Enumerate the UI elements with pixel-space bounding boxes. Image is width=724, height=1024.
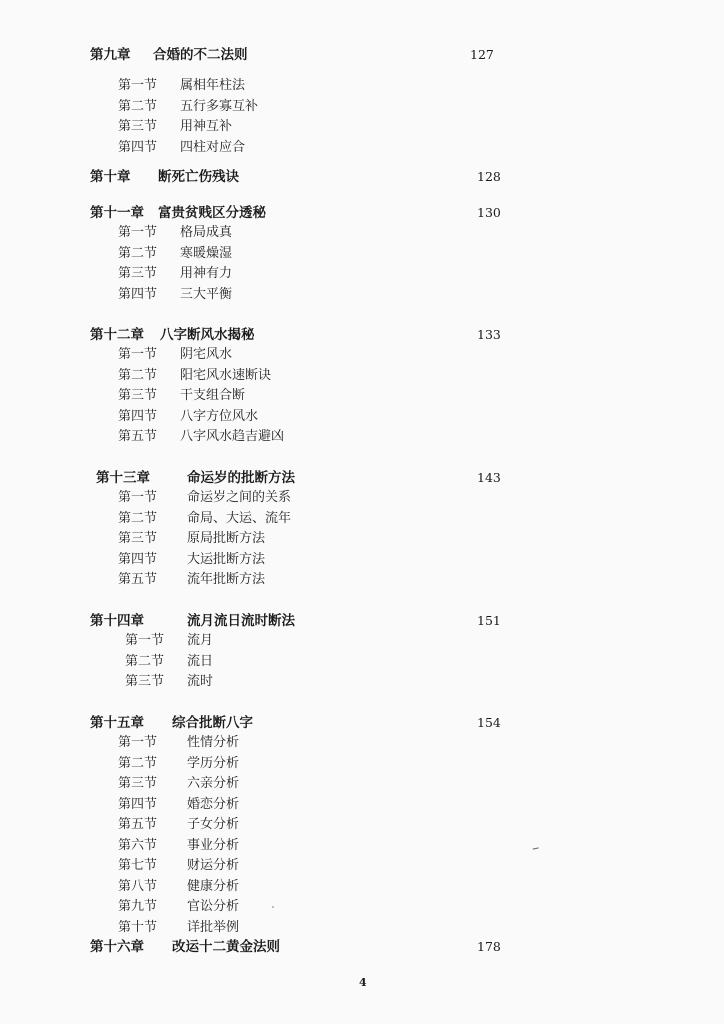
section-title: 八字方位风水	[180, 408, 259, 424]
section-row[interactable]	[0, 367, 724, 385]
section-row[interactable]	[0, 898, 724, 916]
section-label: 第二节	[118, 98, 158, 114]
chapter-page-number: 128	[477, 169, 501, 184]
section-title: 五行多寡互补	[180, 98, 259, 114]
section-label: 第二节	[125, 653, 165, 669]
section-row[interactable]	[0, 118, 724, 136]
section-title: 性情分析	[187, 735, 240, 750]
section-label: 第九节	[118, 899, 158, 914]
section-row[interactable]	[0, 734, 724, 752]
chapter-row[interactable]	[0, 326, 724, 344]
section-label: 第一节	[118, 735, 158, 750]
section-row[interactable]	[0, 77, 724, 95]
section-row[interactable]	[0, 428, 724, 446]
section-row[interactable]	[0, 98, 724, 116]
chapter-label: 第十一章	[90, 205, 144, 221]
chapter-label: 第九章	[90, 47, 131, 63]
section-row[interactable]	[0, 139, 724, 157]
section-row[interactable]	[0, 224, 724, 242]
chapter-row[interactable]	[0, 612, 724, 630]
chapter-row[interactable]	[0, 938, 724, 956]
section-label: 第二节	[118, 367, 158, 383]
section-title: 财运分析	[187, 858, 240, 873]
section-title: 八字风水趋吉避凶	[180, 429, 285, 444]
scan-dot	[272, 906, 274, 908]
chapter-label: 第十三章	[96, 470, 150, 486]
section-row[interactable]	[0, 755, 724, 773]
section-label: 第三节	[118, 119, 158, 134]
section-label: 第二节	[118, 510, 158, 526]
section-label: 第八节	[118, 878, 158, 894]
section-row[interactable]	[0, 775, 724, 793]
chapter-page-number: 133	[477, 327, 501, 342]
chapter-title: 富贵贫贱区分透秘	[158, 205, 266, 221]
section-label: 第一节	[118, 78, 158, 93]
section-title: 阳宅风水速断诀	[180, 367, 272, 383]
chapter-page-number: 178	[477, 939, 501, 954]
section-title: 官讼分析	[187, 899, 240, 914]
section-label: 第十节	[118, 919, 158, 935]
section-title: 阴宅风水	[180, 347, 233, 362]
section-row[interactable]	[0, 878, 724, 896]
section-title: 六亲分析	[187, 776, 240, 791]
section-label: 第二节	[118, 755, 158, 771]
chapter-page-number: 154	[477, 715, 501, 730]
chapter-page-number: 143	[477, 470, 501, 485]
chapter-label: 第十二章	[90, 327, 144, 343]
section-row[interactable]	[0, 653, 724, 671]
chapter-row[interactable]	[0, 46, 724, 64]
section-title: 流月	[187, 633, 214, 648]
section-row[interactable]	[0, 796, 724, 814]
section-label: 第三节	[118, 266, 158, 281]
section-title: 学历分析	[187, 755, 240, 771]
section-row[interactable]	[0, 837, 724, 855]
chapter-label: 第十六章	[90, 939, 144, 955]
section-row[interactable]	[0, 632, 724, 650]
section-row[interactable]	[0, 245, 724, 263]
section-row[interactable]	[0, 530, 724, 548]
chapter-row[interactable]	[0, 168, 724, 186]
section-title: 用神互补	[180, 119, 233, 134]
section-title: 寒暖燥湿	[180, 245, 233, 261]
section-title: 流年批断方法	[187, 572, 266, 587]
chapter-title: 合婚的不二法则	[153, 47, 248, 63]
section-row[interactable]	[0, 571, 724, 589]
section-label: 第六节	[118, 837, 158, 853]
chapter-row[interactable]	[0, 714, 724, 732]
section-row[interactable]	[0, 673, 724, 691]
section-row[interactable]	[0, 408, 724, 426]
section-label: 第三节	[118, 776, 158, 791]
section-row[interactable]	[0, 919, 724, 937]
chapter-title: 八字断风水揭秘	[160, 327, 255, 343]
chapter-page-number: 151	[477, 613, 501, 628]
section-label: 第二节	[118, 245, 158, 261]
section-title: 命局、大运、流年	[187, 510, 292, 526]
section-title: 子女分析	[187, 817, 240, 832]
section-title: 健康分析	[187, 878, 240, 894]
chapter-label: 第十四章	[90, 613, 144, 629]
section-row[interactable]	[0, 510, 724, 528]
section-label: 第四节	[118, 139, 158, 155]
section-row[interactable]	[0, 265, 724, 283]
section-row[interactable]	[0, 286, 724, 304]
section-label: 第一节	[118, 490, 158, 505]
section-label: 第三节	[125, 674, 165, 689]
section-row[interactable]	[0, 816, 724, 834]
page-number: 4	[359, 976, 367, 989]
section-label: 第一节	[118, 225, 158, 240]
section-row[interactable]	[0, 387, 724, 405]
section-label: 第四节	[118, 796, 158, 812]
section-label: 第四节	[118, 286, 158, 302]
section-title: 流时	[187, 674, 214, 689]
section-title: 属相年柱法	[180, 78, 246, 93]
section-title: 婚恋分析	[187, 796, 240, 812]
section-label: 第五节	[118, 429, 158, 444]
section-title: 三大平衡	[180, 286, 233, 302]
section-title: 大运批断方法	[187, 551, 266, 567]
section-row[interactable]	[0, 346, 724, 364]
section-title: 事业分析	[187, 837, 240, 853]
chapter-title: 综合批断八字	[172, 715, 253, 731]
chapter-page-number: 130	[477, 205, 501, 220]
section-title: 命运岁之间的关系	[187, 490, 292, 505]
section-label: 第一节	[125, 633, 165, 648]
section-title: 原局批断方法	[187, 531, 266, 546]
section-label: 第五节	[118, 817, 158, 832]
chapter-label: 第十五章	[90, 715, 144, 731]
section-row[interactable]	[0, 551, 724, 569]
section-label: 第一节	[118, 347, 158, 362]
section-label: 第七节	[118, 858, 158, 873]
section-title: 干支组合断	[180, 388, 246, 403]
section-title: 四柱对应合	[180, 139, 246, 155]
chapter-label: 第十章	[90, 169, 131, 185]
chapter-page-number: 127	[470, 47, 494, 62]
section-row[interactable]	[0, 489, 724, 507]
chapter-title: 命运岁的批断方法	[187, 470, 295, 486]
section-title: 用神有力	[180, 266, 233, 281]
section-label: 第三节	[118, 388, 158, 403]
chapter-row[interactable]	[0, 204, 724, 222]
section-row[interactable]	[0, 857, 724, 875]
section-label: 第三节	[118, 531, 158, 546]
chapter-title: 流月流日流时断法	[187, 613, 295, 629]
chapter-row[interactable]	[0, 469, 724, 487]
section-label: 第五节	[118, 572, 158, 587]
section-title: 流日	[187, 653, 214, 669]
chapter-title: 改运十二黄金法则	[172, 939, 280, 955]
section-label: 第四节	[118, 408, 158, 424]
section-title: 格局成真	[180, 225, 233, 240]
chapter-title: 断死亡伤残诀	[158, 169, 239, 185]
section-title: 详批举例	[187, 919, 240, 935]
section-label: 第四节	[118, 551, 158, 567]
